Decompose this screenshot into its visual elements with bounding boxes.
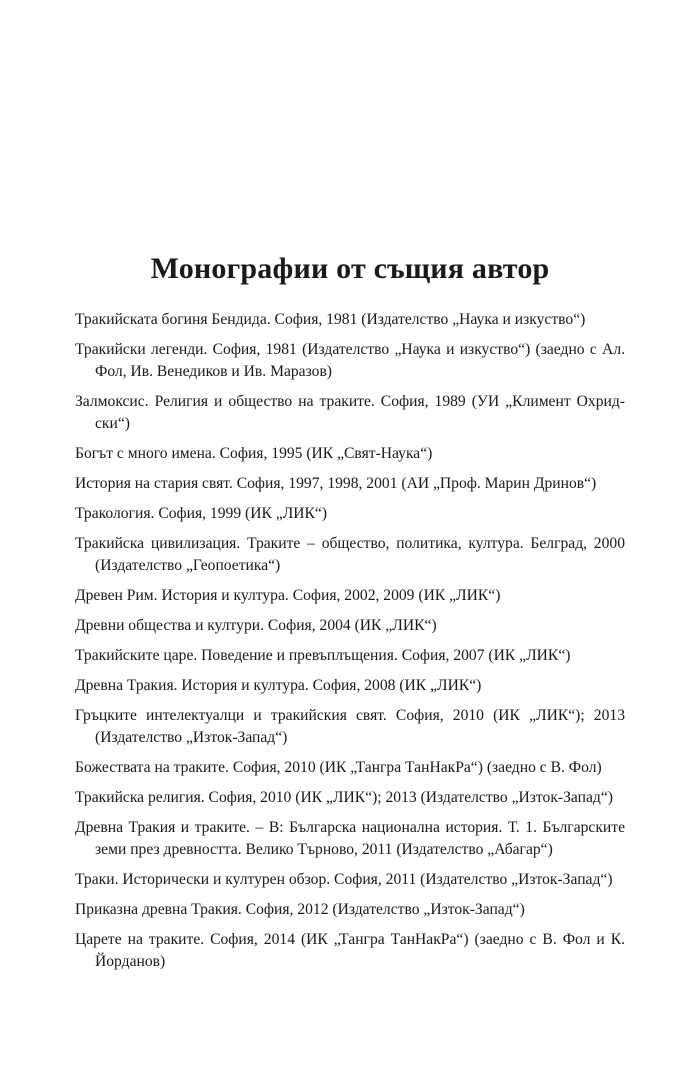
list-item: Божествата на траките. София, 2010 (ИК „Тангра ТанНакРа“) (заедно с В. Фол) <box>75 759 602 776</box>
list-item: Тракийските царе. Поведение и превъплъщения. София, 2007 (ИК „ЛИК“) <box>75 647 571 664</box>
list-item: Древен Рим. История и култура. София, 2002, 2009 (ИК „ЛИК“) <box>75 587 501 604</box>
list-item: Траки. Исторически и културен обзор. София, 2011 (Издателство „Изток-Запад“) <box>75 871 613 888</box>
list-item: Гръцките интелектуалци и тракийския свят. София, 2010 (ИК „ЛИК“); 2013 (Издателство „Изток-Запад“) <box>75 707 625 746</box>
list-item: История на стария свят. София, 1997, 1998, 2001 (АИ „Проф. Марин Дринов“) <box>75 475 597 492</box>
page-title: Монографии от същия автор <box>150 252 550 285</box>
list-item: Тракийски легенди. София, 1981 (Издателство „Наука и изкуство“) (заедно с Ал. Фол, Ив. Венедиков и Ив. Маразов) <box>75 341 625 380</box>
list-item: Тракийска религия. София, 2010 (ИК „ЛИК“); 2013 (Издателство „Изток-Запад“) <box>75 789 613 806</box>
list-item: Тракийска цивилизация. Траките – общество, политика, култура. Белград, 2000 (Издателство „Геопоетика“) <box>75 535 625 574</box>
list-item: Тракийската богиня Бендида. София, 1981 (Издателство „Наука и изкуство“) <box>75 311 586 328</box>
list-item: Царете на траките. София, 2014 (ИК „Тангра ТанНакРа“) (заедно с В. Фол и К. Йорданов) <box>75 931 625 970</box>
list-item: Древна Тракия. История и култура. София, 2008 (ИК „ЛИК“) <box>75 677 482 694</box>
monograph-list <box>75 309 625 981</box>
list-item: Древни общества и култури. София, 2004 (ИК „ЛИК“) <box>75 617 437 634</box>
list-item: Приказна древна Тракия. София, 2012 (Издателство „Изток-Запад“) <box>75 901 525 918</box>
list-item: Богът с много имена. София, 1995 (ИК „Свят-Наука“) <box>75 445 433 462</box>
list-item: Древна Тракия и траките. – В: Българска национална история. Т. 1. Българските земи през древността. Велико Търново, 2011 (Издателство „Абагар“) <box>75 819 625 858</box>
list-item: Тракология. София, 1999 (ИК „ЛИК“) <box>75 505 328 522</box>
list-item: Залмоксис. Религия и общество на траките. София, 1989 (УИ „Климент Охридски“) <box>75 393 625 432</box>
